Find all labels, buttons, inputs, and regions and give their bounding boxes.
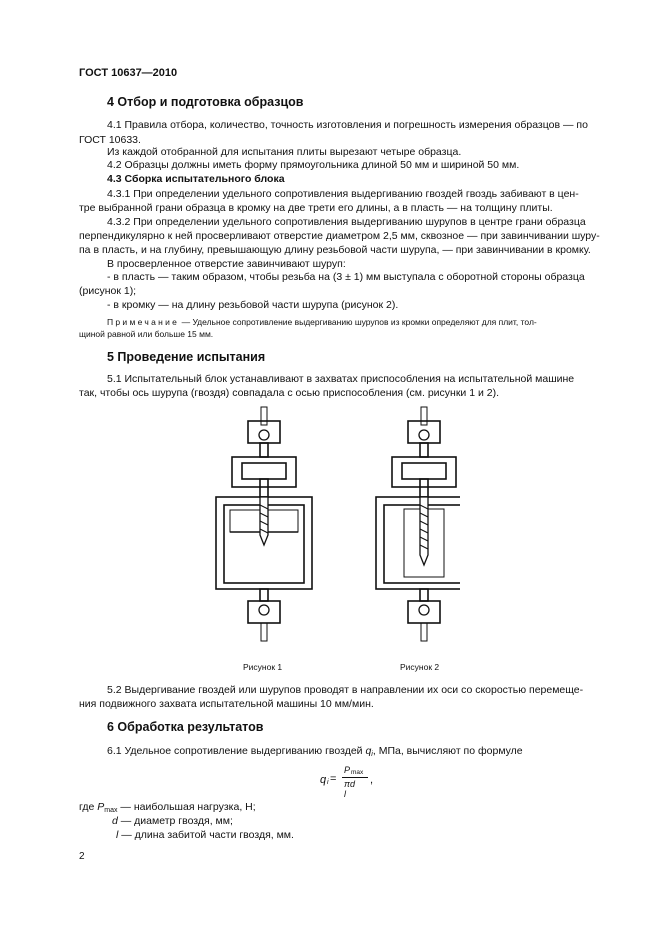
para-5-1-cont: так, чтобы ось шурупа (гвоздя) совпадала с осью приспособления (см. рисунки 1 и 2). <box>79 387 500 399</box>
para-4-3-2-b: перпендикулярно к ней просверливают отверстие диаметром 2,5 мм, сквозное — при завинчивании шуру- <box>79 230 600 242</box>
para-6-1: 6.1 Удельное сопротивление выдергиванию гвоздей $q_i$, МПа, вычисляют по формуле <box>107 745 523 758</box>
para-5-1: 5.1 Испытательный блок устанавливают в захватах приспособления на испытательной машине <box>107 373 575 385</box>
para-4-3-2: 4.3.2 При определении удельного сопротивления выдергиванию шурупов в центре грани образца <box>107 216 586 228</box>
figure-2-caption: Рисунок 2 <box>400 662 440 672</box>
para-4-3-2-d: В просверленное отверстие завинчивают шуруп: <box>107 258 346 270</box>
note-text: — Удельное сопротивление выдергиванию шурупов из кромки определяют для плит, тол- <box>181 317 537 327</box>
subsection-4-3-title: 4.3 Сборка испытательного блока <box>107 173 285 185</box>
note-label: Примечание <box>107 317 180 327</box>
para-4-3-2-f: (рисунок 1); <box>79 285 137 297</box>
section-6-title: 6 Обработка результатов <box>107 720 264 734</box>
note <box>107 316 537 328</box>
section-5-title: 5 Проведение испытания <box>107 350 266 364</box>
para-4-3-2-e: - в пласть — таким образом, чтобы резьба на (3 ± 1) мм выступала с оборотной стороны образца <box>107 271 585 283</box>
para-4-1-cont: ГОСТ 10633. <box>79 134 141 146</box>
para-4-3-2-g: - в кромку — на длину резьбовой части шурупа (рисунок 2). <box>107 299 399 311</box>
para-5-2-cont: ния подвижного захвата испытательной машины 10 мм/мин. <box>79 698 374 710</box>
where-pmax: где $P_{max}$ — наибольшая нагрузка, Н; <box>79 801 256 814</box>
para-4-2: 4.2 Образцы должны иметь форму прямоугольника длиной 50 мм и шириной 50 мм. <box>107 159 520 171</box>
figure-2-drawing <box>376 407 460 641</box>
where-l: l — длина забитой части гвоздя, мм. <box>116 829 294 841</box>
para-4-3-1-cont: тре выбранной грани образца в кромку на две трети его длины, а в пласть — на толщину плиты. <box>79 202 553 214</box>
page-number: 2 <box>79 851 85 862</box>
para-4-3-2-c: па в пласть, и на глубину, превышающую длину резьбовой части шурупа, — при завинчивании в кромку. <box>79 244 591 256</box>
para-4-1: 4.1 Правила отбора, количество, точность изготовления и погрешность измерения образцов — по <box>107 119 588 131</box>
note-cont: щиной равной или больше 15 мм. <box>79 329 214 339</box>
para-4-1-c: Из каждой отобранной для испытания плиты вырезают четыре образца. <box>107 146 462 158</box>
figure-1-drawing <box>216 407 312 641</box>
para-5-2: 5.2 Выдергивание гвоздей или шурупов проводят в направлении их оси со скоростью перемеще- <box>107 684 584 696</box>
document-header: ГОСТ 10637—2010 <box>79 67 178 79</box>
section-4-title: 4 Отбор и подготовка образцов <box>107 95 304 109</box>
where-d: d — диаметр гвоздя, мм; <box>112 815 233 827</box>
test-fixtures-drawing <box>200 405 460 655</box>
figure-1-caption: Рисунок 1 <box>243 662 283 672</box>
para-4-3-1: 4.3.1 При определении удельного сопротивления выдергиванию гвоздей гвоздь забивают в цен- <box>107 188 579 200</box>
